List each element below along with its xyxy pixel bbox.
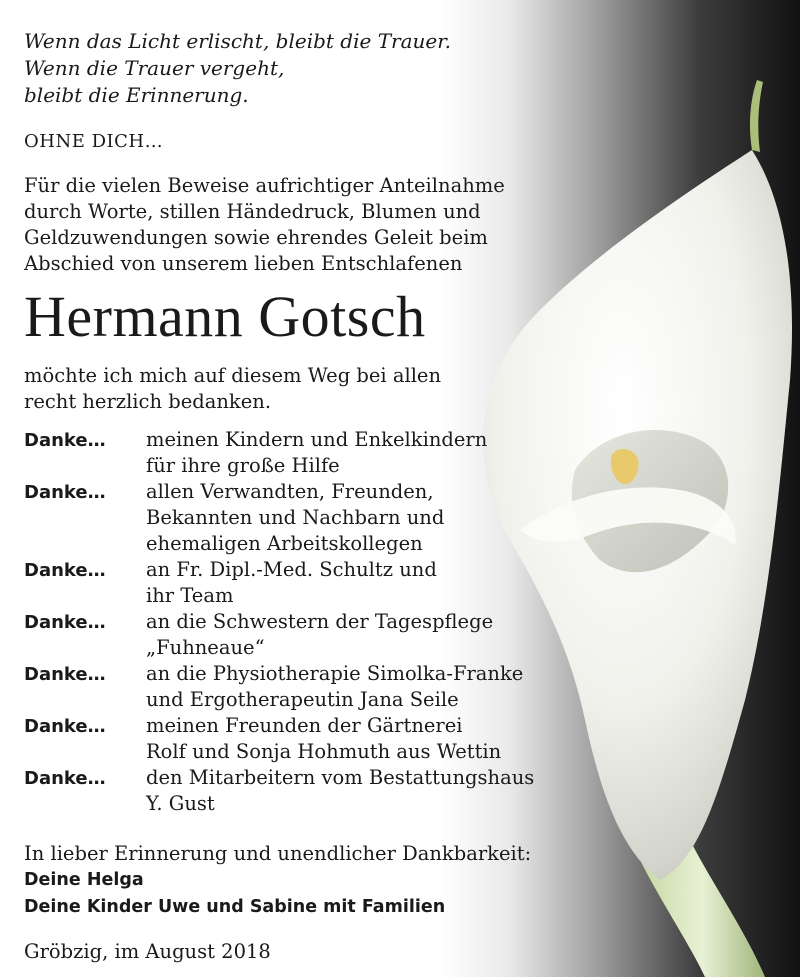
intro-line: Für die vielen Beweise aufrichtiger Anteilnahme — [24, 174, 505, 197]
thanks-recipient-line: Bekannten und Nachbarn und — [146, 506, 445, 529]
thanks-label: Danke… — [24, 768, 106, 789]
thanks-recipient-line: meinen Kindern und Enkelkindern — [146, 428, 488, 451]
thanks-label: Danke… — [24, 664, 106, 685]
thanks-label: Danke… — [24, 612, 106, 633]
thanks-recipient-line: Rolf und Sonja Hohmuth aus Wettin — [146, 740, 502, 763]
thanks-item — [24, 713, 584, 765]
thanks-line: möchte ich mich auf diesem Weg bei allen — [24, 364, 442, 387]
thanks-recipient-line: an die Schwestern der Tagespflege — [146, 610, 494, 633]
place-date: Gröbzig, im August 2018 — [24, 940, 271, 963]
thanks-recipient — [146, 765, 534, 817]
thanks-recipient-line: und Ergotherapeutin Jana Seile — [146, 688, 459, 711]
thanks-recipient-line: den Mitarbeitern vom Bestattungshaus — [146, 766, 535, 789]
thanks-item — [24, 609, 584, 661]
thanks-recipient — [146, 427, 487, 479]
thanks-recipient — [146, 479, 444, 557]
thanks-label: Danke… — [24, 560, 106, 581]
thanks-recipient-line: an die Physiotherapie Simolka-Franke — [146, 662, 524, 685]
thanks-paragraph — [24, 363, 584, 415]
thanks-list — [24, 427, 584, 817]
thanks-recipient — [146, 713, 501, 765]
obituary-text — [24, 28, 584, 965]
thanks-recipient — [146, 661, 523, 713]
intro-paragraph — [24, 173, 584, 277]
heading: OHNE DICH… — [24, 131, 164, 152]
deceased-name: Hermann Gotsch — [24, 284, 426, 349]
motto-line: Wenn die Trauer vergeht, — [24, 56, 285, 80]
thanks-item — [24, 765, 584, 817]
thanks-recipient — [146, 609, 493, 661]
thanks-recipient-line: Y. Gust — [146, 792, 215, 815]
thanks-recipient-line: an Fr. Dipl.-Med. Schultz und — [146, 558, 437, 581]
thanks-item — [24, 479, 584, 557]
intro-line: Geldzuwendungen sowie ehrendes Geleit beim — [24, 226, 488, 249]
signature: Deine Kinder Uwe und Sabine mit Familien — [24, 897, 446, 917]
thanks-recipient-line: ihr Team — [146, 584, 234, 607]
thanks-label: Danke… — [24, 482, 106, 503]
thanks-recipient-line: ehemaligen Arbeitskollegen — [146, 532, 423, 555]
thanks-recipient-line: allen Verwandten, Freunden, — [146, 480, 434, 503]
motto — [24, 28, 584, 109]
thanks-item — [24, 427, 584, 479]
closing-text: In lieber Erinnerung und unendlicher Dankbarkeit: — [24, 842, 532, 865]
thanks-recipient-line: meinen Freunden der Gärtnerei — [146, 714, 463, 737]
intro-line: Abschied von unserem lieben Entschlafenen — [24, 252, 463, 275]
signature: Deine Helga — [24, 870, 144, 890]
motto-line: Wenn das Licht erlischt, bleibt die Trauer. — [24, 29, 451, 53]
thanks-label: Danke… — [24, 430, 106, 451]
motto-line: bleibt die Erinnerung. — [24, 83, 249, 107]
thanks-recipient-line: für ihre große Hilfe — [146, 454, 340, 477]
thanks-item — [24, 557, 584, 609]
thanks-line: recht herzlich bedanken. — [24, 390, 272, 413]
thanks-label: Danke… — [24, 716, 106, 737]
thanks-recipient — [146, 557, 437, 609]
intro-line: durch Worte, stillen Händedruck, Blumen und — [24, 200, 481, 223]
thanks-item — [24, 661, 584, 713]
thanks-recipient-line: „Fuhneaue“ — [146, 636, 265, 659]
